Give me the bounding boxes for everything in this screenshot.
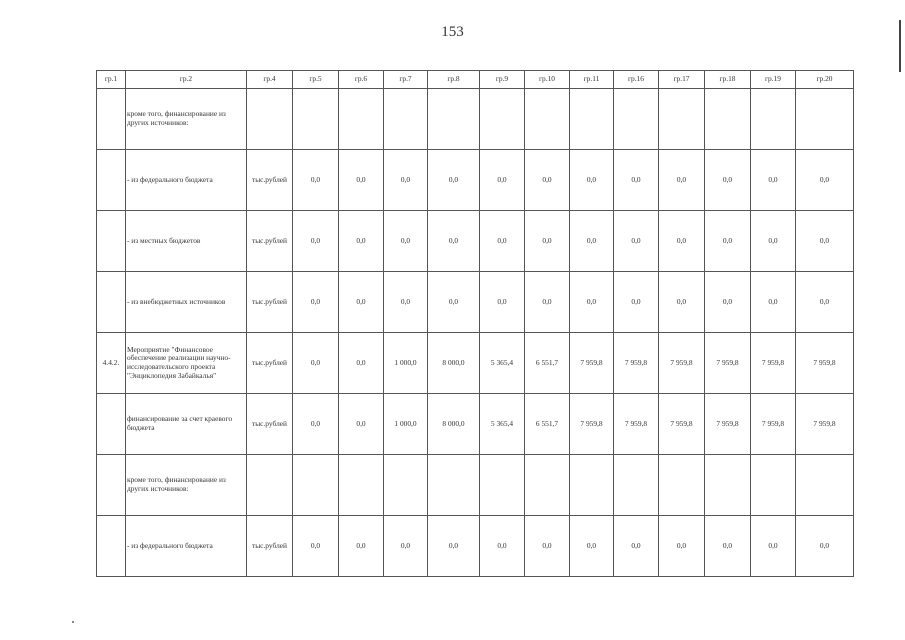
value-cell	[293, 89, 339, 150]
row-unit: тыс.рублей	[247, 516, 293, 577]
column-header: гр.1	[97, 71, 126, 89]
row-description: - из федерального бюджета	[126, 150, 247, 211]
value-cell: 0,0	[796, 516, 854, 577]
value-cell: 0,0	[659, 211, 705, 272]
table-row	[97, 150, 854, 211]
row-unit: тыс.рублей	[247, 150, 293, 211]
value-cell: 7 959,8	[570, 394, 614, 455]
value-cell: 0,0	[570, 272, 614, 333]
value-cell: 0,0	[428, 211, 480, 272]
column-header: гр.9	[480, 71, 525, 89]
value-cell	[339, 89, 384, 150]
value-cell: 0,0	[705, 516, 751, 577]
value-cell	[480, 89, 525, 150]
value-cell: 0,0	[480, 211, 525, 272]
value-cell: 0,0	[480, 516, 525, 577]
value-cell: 0,0	[796, 272, 854, 333]
header-row	[97, 71, 854, 89]
value-cell: 0,0	[751, 516, 796, 577]
row-code	[97, 150, 126, 211]
value-cell: 7 959,8	[705, 394, 751, 455]
table-row	[97, 455, 854, 516]
table-row	[97, 89, 854, 150]
value-cell: 0,0	[614, 150, 659, 211]
value-cell	[796, 455, 854, 516]
value-cell: 0,0	[480, 272, 525, 333]
value-cell	[570, 455, 614, 516]
column-header: гр.2	[126, 71, 247, 89]
value-cell: 0,0	[339, 394, 384, 455]
table-body	[97, 89, 854, 577]
value-cell	[339, 455, 384, 516]
row-description: Мероприятие "Финансовое обеспечение реализации научно-исследовательского проекта "Энциклопедия Забайкалья"	[126, 333, 247, 394]
value-cell: 0,0	[339, 333, 384, 394]
column-header: гр.19	[751, 71, 796, 89]
value-cell: 0,0	[659, 272, 705, 333]
column-header: гр.7	[384, 71, 428, 89]
row-description: финансирование за счет краевого бюджета	[126, 394, 247, 455]
value-cell	[293, 455, 339, 516]
row-code	[97, 211, 126, 272]
row-unit: тыс.рублей	[247, 211, 293, 272]
value-cell: 0,0	[705, 272, 751, 333]
value-cell: 5 365,4	[480, 333, 525, 394]
table-row	[97, 272, 854, 333]
value-cell: 0,0	[293, 150, 339, 211]
row-code	[97, 89, 126, 150]
value-cell: 0,0	[751, 211, 796, 272]
value-cell	[659, 455, 705, 516]
value-cell: 0,0	[339, 516, 384, 577]
value-cell: 0,0	[525, 272, 570, 333]
value-cell: 0,0	[384, 516, 428, 577]
page-number: 153	[441, 24, 464, 40]
value-cell	[480, 455, 525, 516]
value-cell: 0,0	[293, 394, 339, 455]
row-description: - из внебюджетных источников	[126, 272, 247, 333]
value-cell: 0,0	[293, 516, 339, 577]
column-header: гр.6	[339, 71, 384, 89]
value-cell: 0,0	[339, 272, 384, 333]
value-cell: 0,0	[384, 150, 428, 211]
value-cell: 0,0	[705, 211, 751, 272]
table-row	[97, 516, 854, 577]
value-cell: 0,0	[705, 150, 751, 211]
value-cell: 7 959,8	[614, 333, 659, 394]
value-cell: 0,0	[796, 211, 854, 272]
budget-table	[96, 70, 854, 577]
value-cell: 0,0	[614, 211, 659, 272]
value-cell: 0,0	[570, 516, 614, 577]
row-description: кроме того, финансирование из других источников:	[126, 89, 247, 150]
row-unit	[247, 455, 293, 516]
column-header: гр.20	[796, 71, 854, 89]
value-cell: 0,0	[428, 150, 480, 211]
column-header: гр.5	[293, 71, 339, 89]
value-cell	[614, 455, 659, 516]
value-cell	[570, 89, 614, 150]
value-cell: 0,0	[384, 211, 428, 272]
row-unit: тыс.рублей	[247, 333, 293, 394]
value-cell	[384, 455, 428, 516]
value-cell	[384, 89, 428, 150]
value-cell: 0,0	[751, 272, 796, 333]
value-cell: 7 959,8	[751, 394, 796, 455]
table-row	[97, 333, 854, 394]
value-cell: 7 959,8	[659, 333, 705, 394]
value-cell: 7 959,8	[705, 333, 751, 394]
row-code	[97, 455, 126, 516]
value-cell: 7 959,8	[796, 333, 854, 394]
value-cell: 8 000,0	[428, 394, 480, 455]
value-cell: 0,0	[293, 211, 339, 272]
value-cell	[751, 455, 796, 516]
scan-edge-mark	[899, 20, 901, 72]
value-cell: 6 551,7	[525, 394, 570, 455]
table-row	[97, 211, 854, 272]
column-header: гр.4	[247, 71, 293, 89]
row-description: - из федерального бюджета	[126, 516, 247, 577]
value-cell: 0,0	[480, 150, 525, 211]
value-cell: 0,0	[659, 516, 705, 577]
value-cell: 1 000,0	[384, 333, 428, 394]
column-header: гр.18	[705, 71, 751, 89]
row-description: кроме того, финансирование из других источников:	[126, 455, 247, 516]
value-cell: 0,0	[751, 150, 796, 211]
value-cell: 0,0	[293, 333, 339, 394]
value-cell: 7 959,8	[659, 394, 705, 455]
value-cell	[796, 89, 854, 150]
value-cell: 8 000,0	[428, 333, 480, 394]
value-cell: 7 959,8	[570, 333, 614, 394]
value-cell: 0,0	[614, 516, 659, 577]
column-header: гр.8	[428, 71, 480, 89]
row-description: - из местных бюджетов	[126, 211, 247, 272]
row-code	[97, 272, 126, 333]
value-cell: 0,0	[570, 150, 614, 211]
value-cell	[659, 89, 705, 150]
column-header: гр.11	[570, 71, 614, 89]
value-cell: 0,0	[428, 272, 480, 333]
value-cell	[614, 89, 659, 150]
value-cell: 0,0	[384, 272, 428, 333]
row-unit: тыс.рублей	[247, 272, 293, 333]
value-cell: 0,0	[525, 211, 570, 272]
value-cell	[525, 455, 570, 516]
value-cell: 7 959,8	[751, 333, 796, 394]
value-cell: 0,0	[796, 150, 854, 211]
value-cell	[428, 89, 480, 150]
value-cell: 0,0	[614, 272, 659, 333]
column-header: гр.10	[525, 71, 570, 89]
value-cell: 7 959,8	[614, 394, 659, 455]
value-cell: 5 365,4	[480, 394, 525, 455]
row-unit: тыс.рублей	[247, 394, 293, 455]
column-header: гр.17	[659, 71, 705, 89]
column-header: гр.16	[614, 71, 659, 89]
row-code	[97, 394, 126, 455]
value-cell: 0,0	[570, 211, 614, 272]
value-cell: 0,0	[339, 211, 384, 272]
value-cell: 0,0	[428, 516, 480, 577]
value-cell	[751, 89, 796, 150]
value-cell	[525, 89, 570, 150]
value-cell: 6 551,7	[525, 333, 570, 394]
value-cell	[705, 455, 751, 516]
value-cell: 0,0	[525, 516, 570, 577]
scan-dot	[72, 621, 74, 623]
row-code	[97, 516, 126, 577]
value-cell: 0,0	[293, 272, 339, 333]
value-cell: 0,0	[525, 150, 570, 211]
value-cell: 7 959,8	[796, 394, 854, 455]
value-cell	[705, 89, 751, 150]
value-cell: 0,0	[659, 150, 705, 211]
row-code: 4.4.2.	[97, 333, 126, 394]
value-cell: 0,0	[339, 150, 384, 211]
row-unit	[247, 89, 293, 150]
value-cell: 1 000,0	[384, 394, 428, 455]
value-cell	[428, 455, 480, 516]
table-row	[97, 394, 854, 455]
